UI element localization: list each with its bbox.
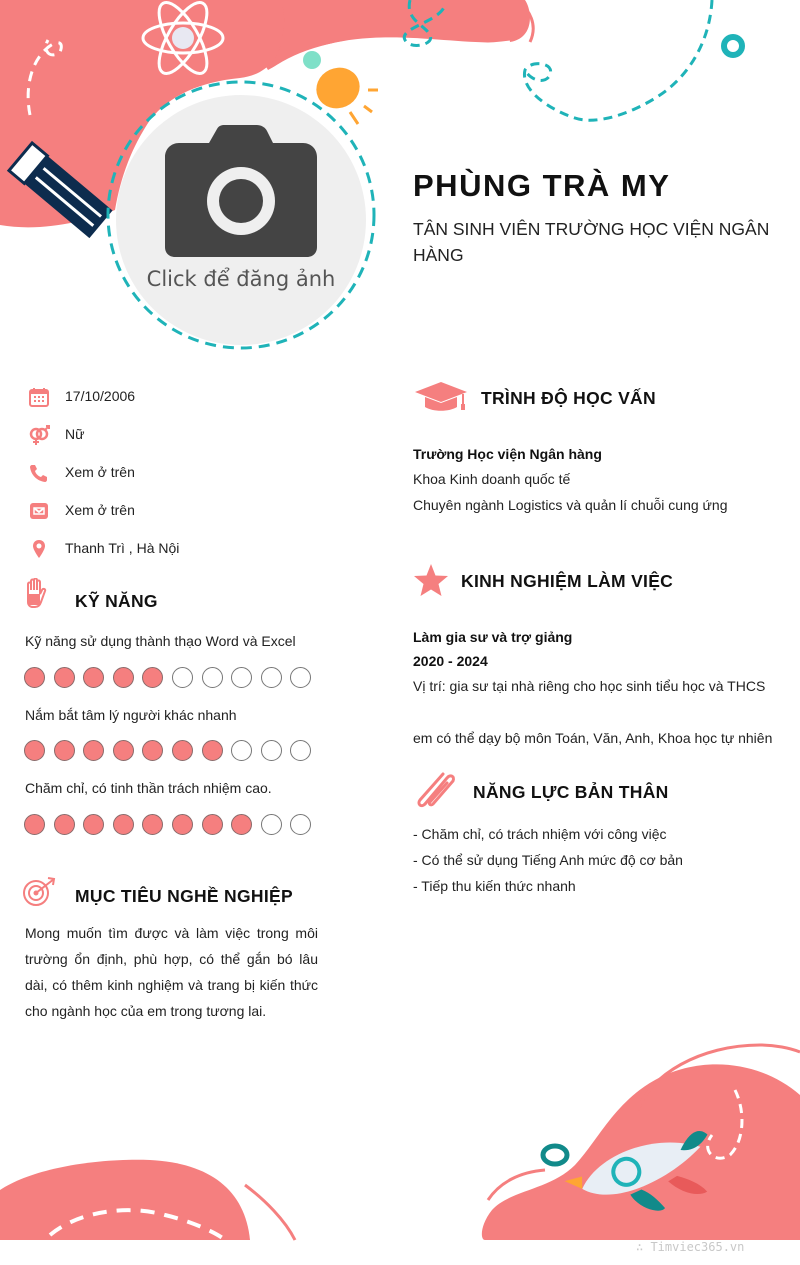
rating-dot-empty bbox=[261, 667, 282, 688]
rating-dot-empty bbox=[290, 740, 311, 761]
rating-dot-filled bbox=[83, 740, 104, 761]
email-text: Xem ở trên bbox=[65, 502, 135, 518]
hand-icon bbox=[24, 578, 48, 610]
skill-label: Kỹ năng sử dụng thành thạo Word và Excel bbox=[25, 633, 296, 649]
ability-item: - Tiếp thu kiến thức nhanh bbox=[413, 878, 576, 894]
ability-item: - Chăm chỉ, có trách nhiệm với công việc bbox=[413, 826, 667, 842]
rating-dot-filled bbox=[231, 814, 252, 835]
rating-dot-filled bbox=[54, 814, 75, 835]
rating-dot-empty bbox=[290, 814, 311, 835]
rating-dot-empty bbox=[290, 667, 311, 688]
rating-dot-empty bbox=[261, 740, 282, 761]
education-major: Chuyên ngành Logistics và quản lí chuỗi cung ứng bbox=[413, 497, 728, 513]
graduation-cap-icon bbox=[413, 380, 469, 414]
ability-item: - Có thể sử dụng Tiếng Anh mức độ cơ bản bbox=[413, 852, 683, 868]
upload-photo-button[interactable] bbox=[116, 95, 366, 345]
birthdate-text: 17/10/2006 bbox=[65, 388, 136, 404]
rating-dot-filled bbox=[113, 740, 134, 761]
watermark: ∴ Timviec365.vn bbox=[636, 1240, 745, 1254]
experience-detail: em có thể dạy bộ môn Toán, Văn, Anh, Khoa học tự nhiên bbox=[413, 730, 773, 746]
skill-rating bbox=[24, 814, 324, 838]
contact-row-address bbox=[28, 536, 328, 574]
contact-row-email bbox=[28, 498, 328, 536]
rating-dot-filled bbox=[172, 740, 193, 761]
contact-row-birthdate bbox=[28, 384, 328, 422]
contact-info bbox=[28, 384, 328, 574]
rating-dot-filled bbox=[142, 814, 163, 835]
address-text: Thanh Trì , Hà Nội bbox=[65, 540, 180, 556]
phone-icon bbox=[28, 462, 50, 484]
experience-position: Vị trí: gia sư tại nhà riêng cho học sinh tiểu học và THCS bbox=[413, 678, 766, 694]
skill-label: Nắm bắt tâm lý người khác nhanh bbox=[25, 707, 237, 723]
gender-icon bbox=[28, 424, 50, 446]
education-faculty: Khoa Kinh doanh quốc tế bbox=[413, 471, 571, 487]
email-icon bbox=[28, 500, 50, 522]
objective-text: Mong muốn tìm được và làm việc trong môi trường ổn định, phù hợp, có thể gắn bó lâu dài, có thêm kinh nghiệm và trang bị kiến thức cho ngành học của em trong tương lai. bbox=[25, 925, 318, 1019]
rating-dot-empty bbox=[202, 667, 223, 688]
skill-label: Chăm chỉ, có tinh thần trách nhiệm cao. bbox=[25, 780, 272, 796]
education-title: TRÌNH ĐỘ HỌC VẤN bbox=[481, 388, 656, 408]
phone-text: Xem ở trên bbox=[65, 464, 135, 480]
rating-dot-filled bbox=[83, 667, 104, 688]
objective-title: MỤC TIÊU NGHỀ NGHIỆP bbox=[75, 886, 293, 906]
candidate-name: PHÙNG TRÀ MY bbox=[413, 168, 671, 203]
rating-dot-filled bbox=[113, 814, 134, 835]
skills-title: KỸ NĂNG bbox=[75, 591, 158, 611]
gender-text: Nữ bbox=[65, 426, 85, 442]
rating-dot-empty bbox=[231, 740, 252, 761]
rating-dot-filled bbox=[142, 740, 163, 761]
rating-dot-empty bbox=[261, 814, 282, 835]
rating-dot-filled bbox=[113, 667, 134, 688]
experience-role: Làm gia sư và trợ giảng bbox=[413, 629, 573, 645]
contact-row-phone bbox=[28, 460, 328, 498]
rating-dot-filled bbox=[24, 814, 45, 835]
calendar-icon bbox=[28, 386, 50, 408]
rating-dot-empty bbox=[231, 667, 252, 688]
rating-dot-filled bbox=[54, 667, 75, 688]
experience-title: KINH NGHIỆM LÀM VIỆC bbox=[461, 571, 674, 591]
education-school: Trường Học viện Ngân hàng bbox=[413, 446, 602, 462]
star-icon bbox=[413, 563, 449, 597]
rating-dot-filled bbox=[142, 667, 163, 688]
skill-rating bbox=[24, 667, 324, 691]
rating-dot-filled bbox=[202, 740, 223, 761]
contact-row-gender bbox=[28, 422, 328, 460]
rating-dot-filled bbox=[202, 814, 223, 835]
rating-dot-filled bbox=[24, 667, 45, 688]
camera-icon bbox=[165, 125, 317, 257]
rating-dot-filled bbox=[54, 740, 75, 761]
rating-dot-filled bbox=[24, 740, 45, 761]
skill-rating bbox=[24, 740, 324, 764]
photo-upload-label: Click để đăng ảnh bbox=[146, 267, 336, 291]
rating-dot-filled bbox=[172, 814, 193, 835]
candidate-title: TÂN SINH VIÊN TRƯỜNG HỌC VIỆN NGÂN HÀNG bbox=[413, 219, 770, 265]
experience-period: 2020 - 2024 bbox=[413, 653, 488, 669]
target-icon bbox=[22, 875, 58, 907]
rating-dot-empty bbox=[172, 667, 193, 688]
abilities-title: NĂNG LỰC BẢN THÂN bbox=[473, 782, 669, 802]
location-icon bbox=[28, 538, 50, 560]
rating-dot-filled bbox=[83, 814, 104, 835]
paperclip-icon bbox=[415, 770, 459, 812]
